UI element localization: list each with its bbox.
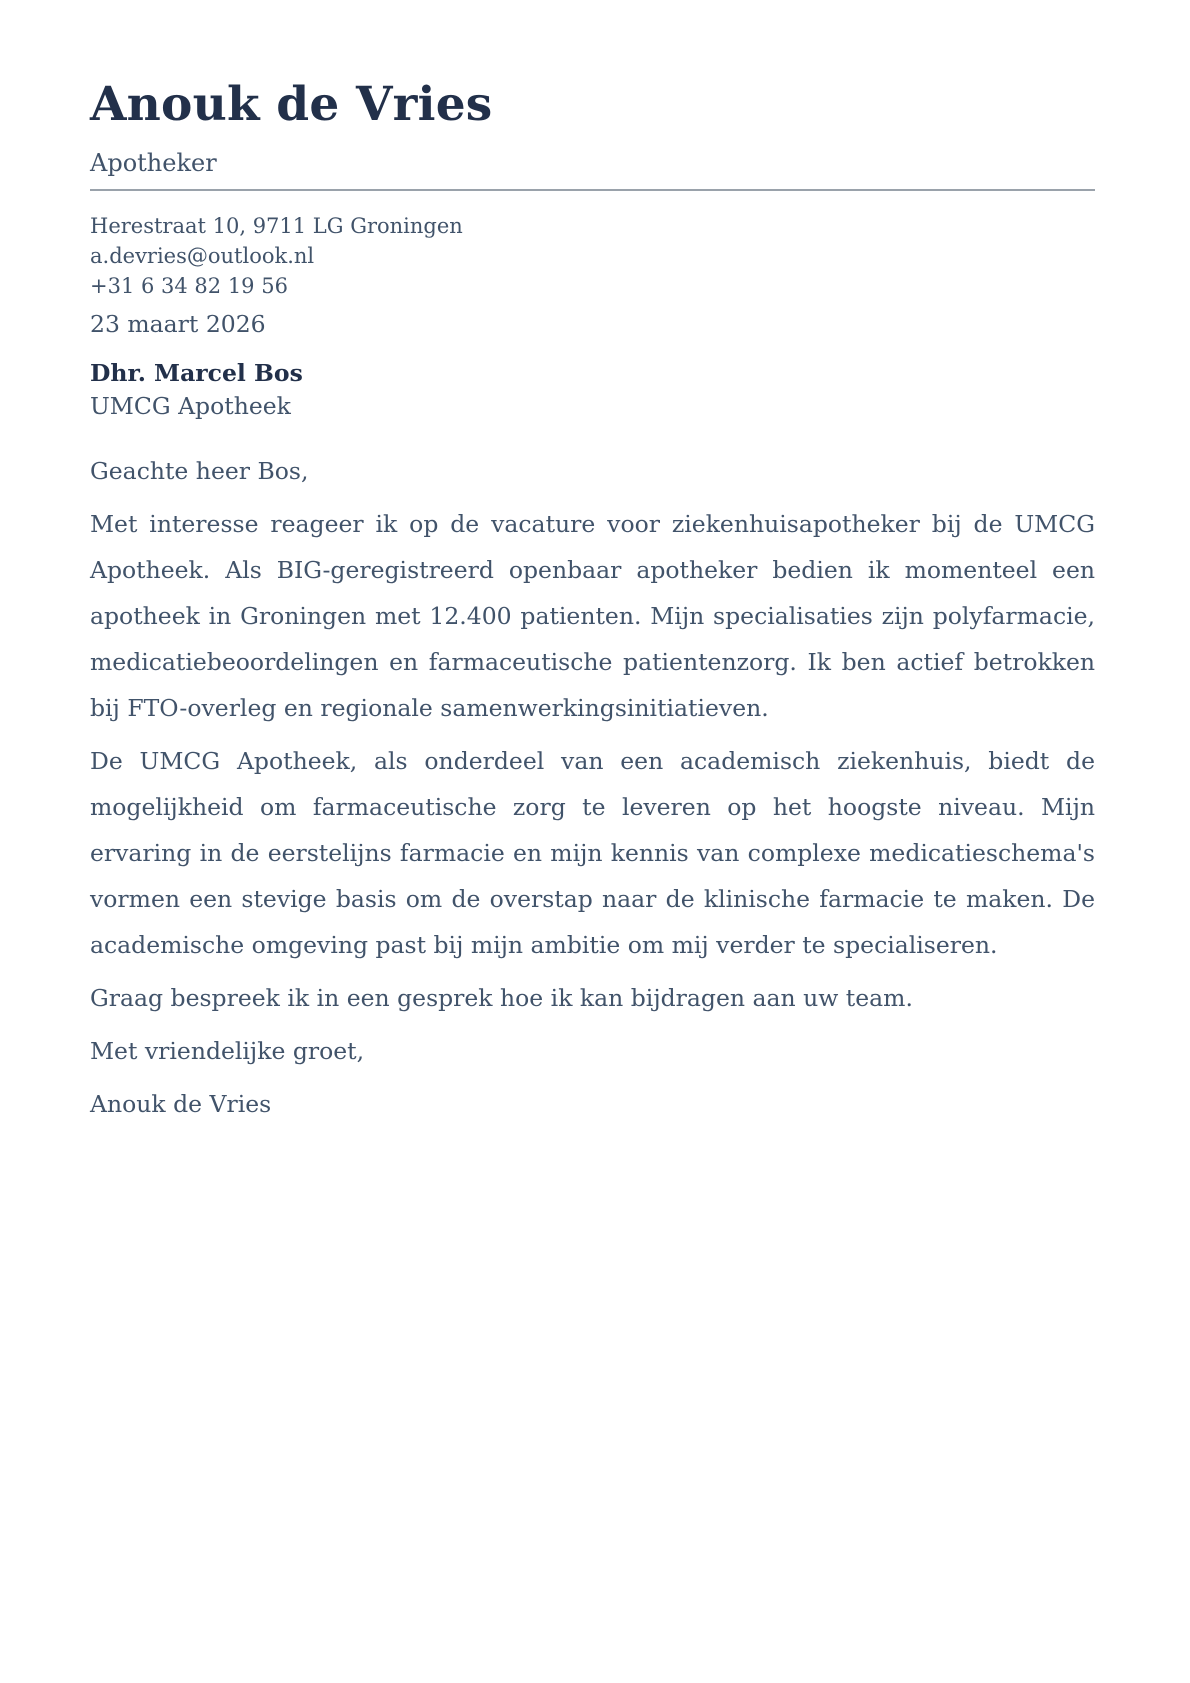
salutation: Geachte heer Bos,: [90, 457, 309, 485]
recipient-name: Dhr. Marcel Bos: [90, 359, 303, 387]
letter-date: 23 maart 2026: [90, 310, 266, 338]
applicant-name: Anouk de Vries: [90, 77, 493, 132]
recipient-block: [90, 357, 1095, 423]
body-paragraph: Graag bespreek ik in een gesprek hoe ik kan bijdragen aan uw team.: [90, 984, 913, 1012]
letter-header: [90, 78, 1095, 301]
contact-email: a.devries@outlook.nl: [90, 244, 315, 268]
letter-body: [90, 301, 1095, 1127]
body-paragraph: Met interesse reageer ik op de vacature voor ziekenhuisapotheker bij de UMCG Apotheek. Als BIG-geregistreerd openbaar apotheker bedien ik momenteel een apotheek in Groningen met 12.400 patienten. Mijn specialisaties zijn polyfarmacie, medicatiebeoordelingen en farmaceutische patientenzorg. Ik ben actief betrokken bij FTO-overleg en regionale samenwerkingsinitiatieven.: [90, 510, 1095, 722]
header-divider: [90, 189, 1095, 191]
closing-line: Met vriendelijke groet,: [90, 1037, 365, 1065]
body-paragraph: De UMCG Apotheek, als onderdeel van een academisch ziekenhuis, biedt de mogelijkheid om farmaceutische zorg te leveren op het hoogste niveau. Mijn ervaring in de eerstelijns farmacie en mijn kennis van complexe medicatieschema's vormen een stevige basis om de overstap naar de klinische farmacie te maken. De academische omgeving past bij mijn ambitie om mij verder te specialiseren.: [90, 747, 1095, 959]
contact-block: [90, 211, 1095, 301]
signature-name: Anouk de Vries: [90, 1090, 272, 1118]
recipient-company: UMCG Apotheek: [90, 392, 291, 420]
contact-address: Herestraat 10, 9711 LG Groningen: [90, 214, 463, 238]
contact-phone: +31 6 34 82 19 56: [90, 274, 288, 298]
applicant-job-title: Apotheker: [90, 149, 217, 177]
